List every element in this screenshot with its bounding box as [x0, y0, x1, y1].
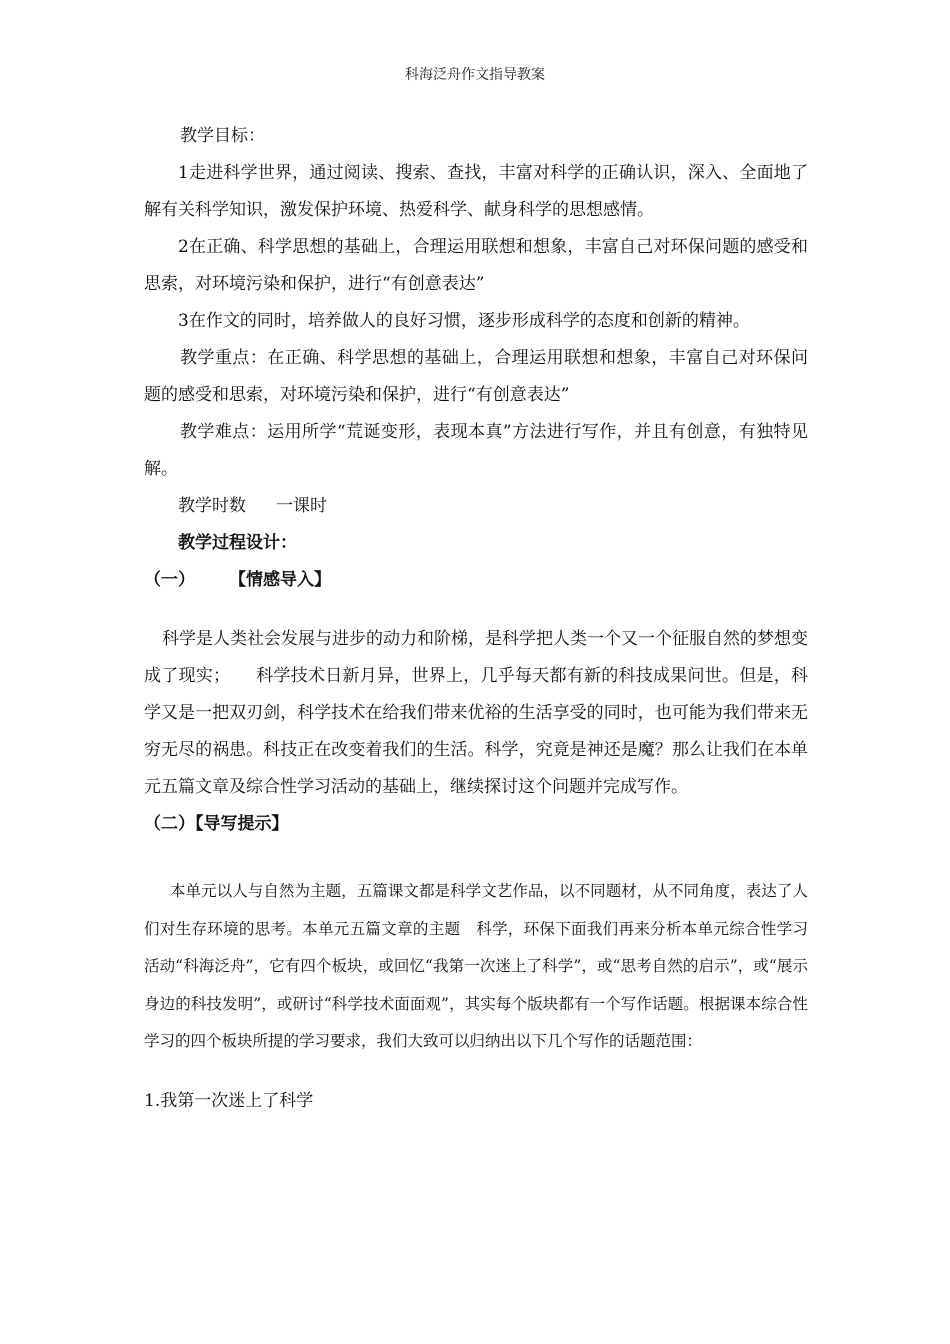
page-header: 科海泛舟作文指导教案 — [405, 67, 545, 83]
document-body — [144, 118, 808, 1120]
process-design-title: 教学过程设计： — [178, 533, 297, 553]
key-point: 教学重点：在正确、科学思想的基础上，合理运用联想和想象，丰富自己对环保问题的感受和思索，对环境污染和保护，进行“有创意表达” — [144, 348, 808, 405]
topic-item-1: 1.我第一次迷上了科学 — [144, 1090, 314, 1111]
section-1-title: 【情感导入】 — [229, 570, 331, 590]
teaching-hours-label: 教学时数 — [178, 496, 246, 516]
section-2-text: 本单元以人与自然为主题，五篇课文都是科学文艺作品，以不同题材，从不同角度，表达了人们对生存环境的思考。本单元五篇文章的主题 科学，环保下面我们再来分析本单元综合性学习活动“科海泛舟”，它有四个板块，或回忆“我第一次迷上了科学”，或“思考自然的启示”，或“展示身边的科技发明”，或研讨“科学技术面面观”，其实每个版块都有一个写作话题。根据课本综合性学习的四个板块所提的学习要求，我们大致可以归纳出以下几个写作的话题范围： — [144, 882, 808, 1050]
section-1-number: （一） — [144, 570, 195, 590]
objective-item-1: 1走进科学世界，通过阅读、搜索、查找，丰富对科学的正确认识，深入、全面地了解有关科学知识，激发保护环境、热爱科学、献身科学的思想感情。 — [144, 163, 808, 220]
teaching-hours-value: 一课时 — [276, 496, 327, 516]
section-1-heading — [144, 562, 808, 599]
section-1-text: 科学是人类社会发展与进步的动力和阶梯，是科学把人类一个又一个征服自然的梦想变成了现实； 科学技术日新月异，世界上，几乎每天都有新的科技成果问世。但是，科学又是一把双刃剑，科学技术在给我们带来优裕的生活享受的同时，也可能为我们带来无穷无尽的祸患。科技正在改变着我们的生活。科学，究竟是神还是魔？那么让我们在本单元五篇文章及综合性学习活动的基础上，继续探讨这个问题并完成写作。 — [144, 629, 808, 797]
section-2-title: 【导写提示】 — [195, 814, 289, 834]
objective-item-3: 3在作文的同时，培养做人的良好习惯，逐步形成科学的态度和创新的精神。 — [178, 311, 750, 331]
section-2-number: （二） — [144, 814, 195, 834]
difficulty: 教学难点：运用所学“荒诞变形，表现本真”方法进行写作，并且有创意，有独特见解。 — [144, 422, 808, 479]
objective-item-2: 2在正确、科学思想的基础上，合理运用联想和想象，丰富自己对环保问题的感受和思索，对环境污染和保护，进行“有创意表达” — [144, 237, 808, 294]
section-2-heading — [144, 806, 808, 843]
teaching-hours — [144, 488, 808, 525]
objectives-heading: 教学目标： — [180, 126, 265, 146]
